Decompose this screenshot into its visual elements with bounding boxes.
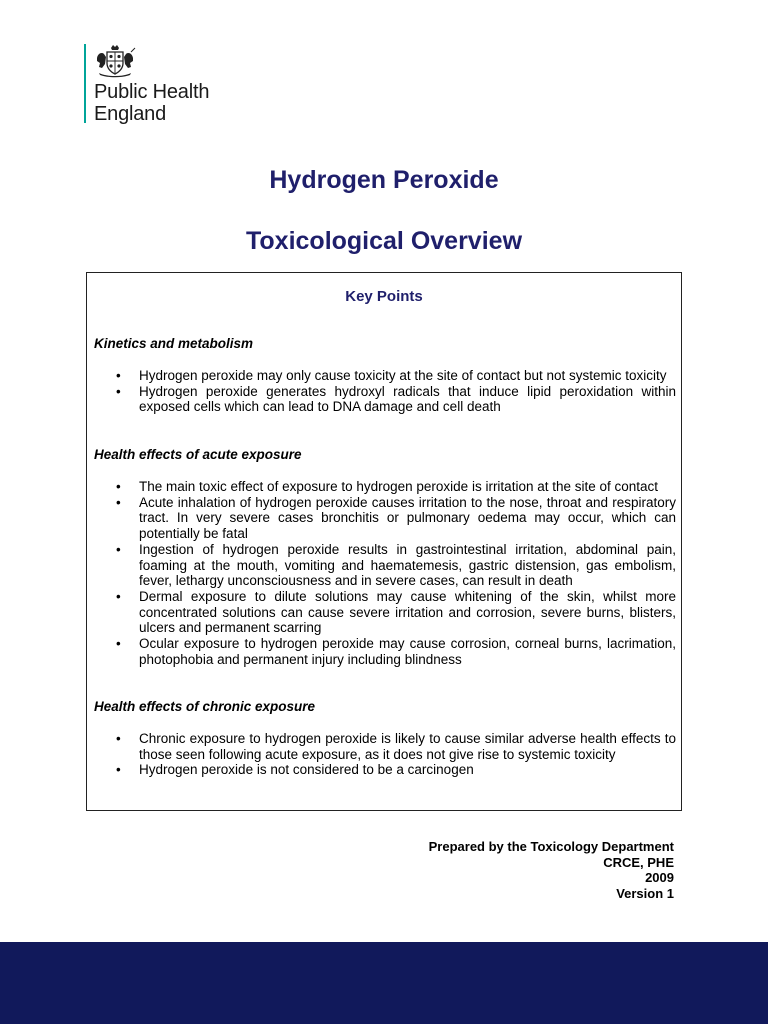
document-title: Hydrogen Peroxide xyxy=(269,166,499,194)
organisation-line: CRCE, PHE xyxy=(603,854,674,870)
key-points-heading: Key Points xyxy=(345,288,423,305)
prepared-by-block xyxy=(429,839,674,902)
list-item: • Ingestion of hydrogen peroxide results in gastrointestinal irritation, abdominal pain, foaming at the mouth, vomiting and haematemesis, gastric distension, gas embolism, fever, lethargy unconsciousness and in severe cases, can result in death xyxy=(139,542,676,589)
key-points-box xyxy=(86,272,682,811)
list-item: • Ocular exposure to hydrogen peroxide may cause corrosion, corneal burns, lacrimation, photophobia and permanent injury including blindness xyxy=(139,636,676,667)
year-line: 2009 xyxy=(645,870,674,886)
list-item: • Hydrogen peroxide may only cause toxicity at the site of contact but not systemic toxicity xyxy=(139,368,676,384)
acute-bullet-list xyxy=(139,479,676,667)
list-item: • Hydrogen peroxide is not considered to be a carcinogen xyxy=(139,762,676,778)
phe-logo xyxy=(84,44,284,124)
list-item: • Acute inhalation of hydrogen peroxide causes irritation to the nose, throat and respiratory tract. In very severe cases bronchitis or pulmonary oedema may occur, which can potentially be fatal xyxy=(139,495,676,542)
document-subtitle: Toxicological Overview xyxy=(245,227,523,255)
chronic-bullet-list xyxy=(139,731,676,778)
logo-line-2: England xyxy=(94,103,166,125)
section-heading-chronic: Health effects of chronic exposure xyxy=(94,699,316,714)
list-item: • Dermal exposure to dilute solutions may cause whitening of the skin, whilst more concentrated solutions can cause severe irritation and corrosion, severe burns, blisters, ulcers and permanent scarring xyxy=(139,589,676,636)
section-heading-kinetics: Kinetics and metabolism xyxy=(94,336,254,351)
list-item: • The main toxic effect of exposure to hydrogen peroxide is irritation at the site of contact xyxy=(139,479,676,495)
list-item: • Hydrogen peroxide generates hydroxyl radicals that induce lipid peroxidation within exposed cells which can lead to DNA damage and cell death xyxy=(139,384,676,415)
logo-line-1: Public Health xyxy=(94,81,210,103)
logo-wordmark xyxy=(94,81,209,125)
footer-band xyxy=(0,942,768,1024)
prepared-by-line: Prepared by the Toxicology Department xyxy=(428,839,674,854)
logo-accent-bar xyxy=(84,44,86,123)
royal-crest-icon xyxy=(93,44,137,78)
list-item: • Chronic exposure to hydrogen peroxide is likely to cause similar adverse health effects to those seen following acute exposure, as it does not give rise to systemic toxicity xyxy=(139,731,676,762)
version-line: Version 1 xyxy=(616,886,674,902)
section-heading-acute: Health effects of acute exposure xyxy=(94,447,302,462)
kinetics-bullet-list xyxy=(139,368,676,415)
